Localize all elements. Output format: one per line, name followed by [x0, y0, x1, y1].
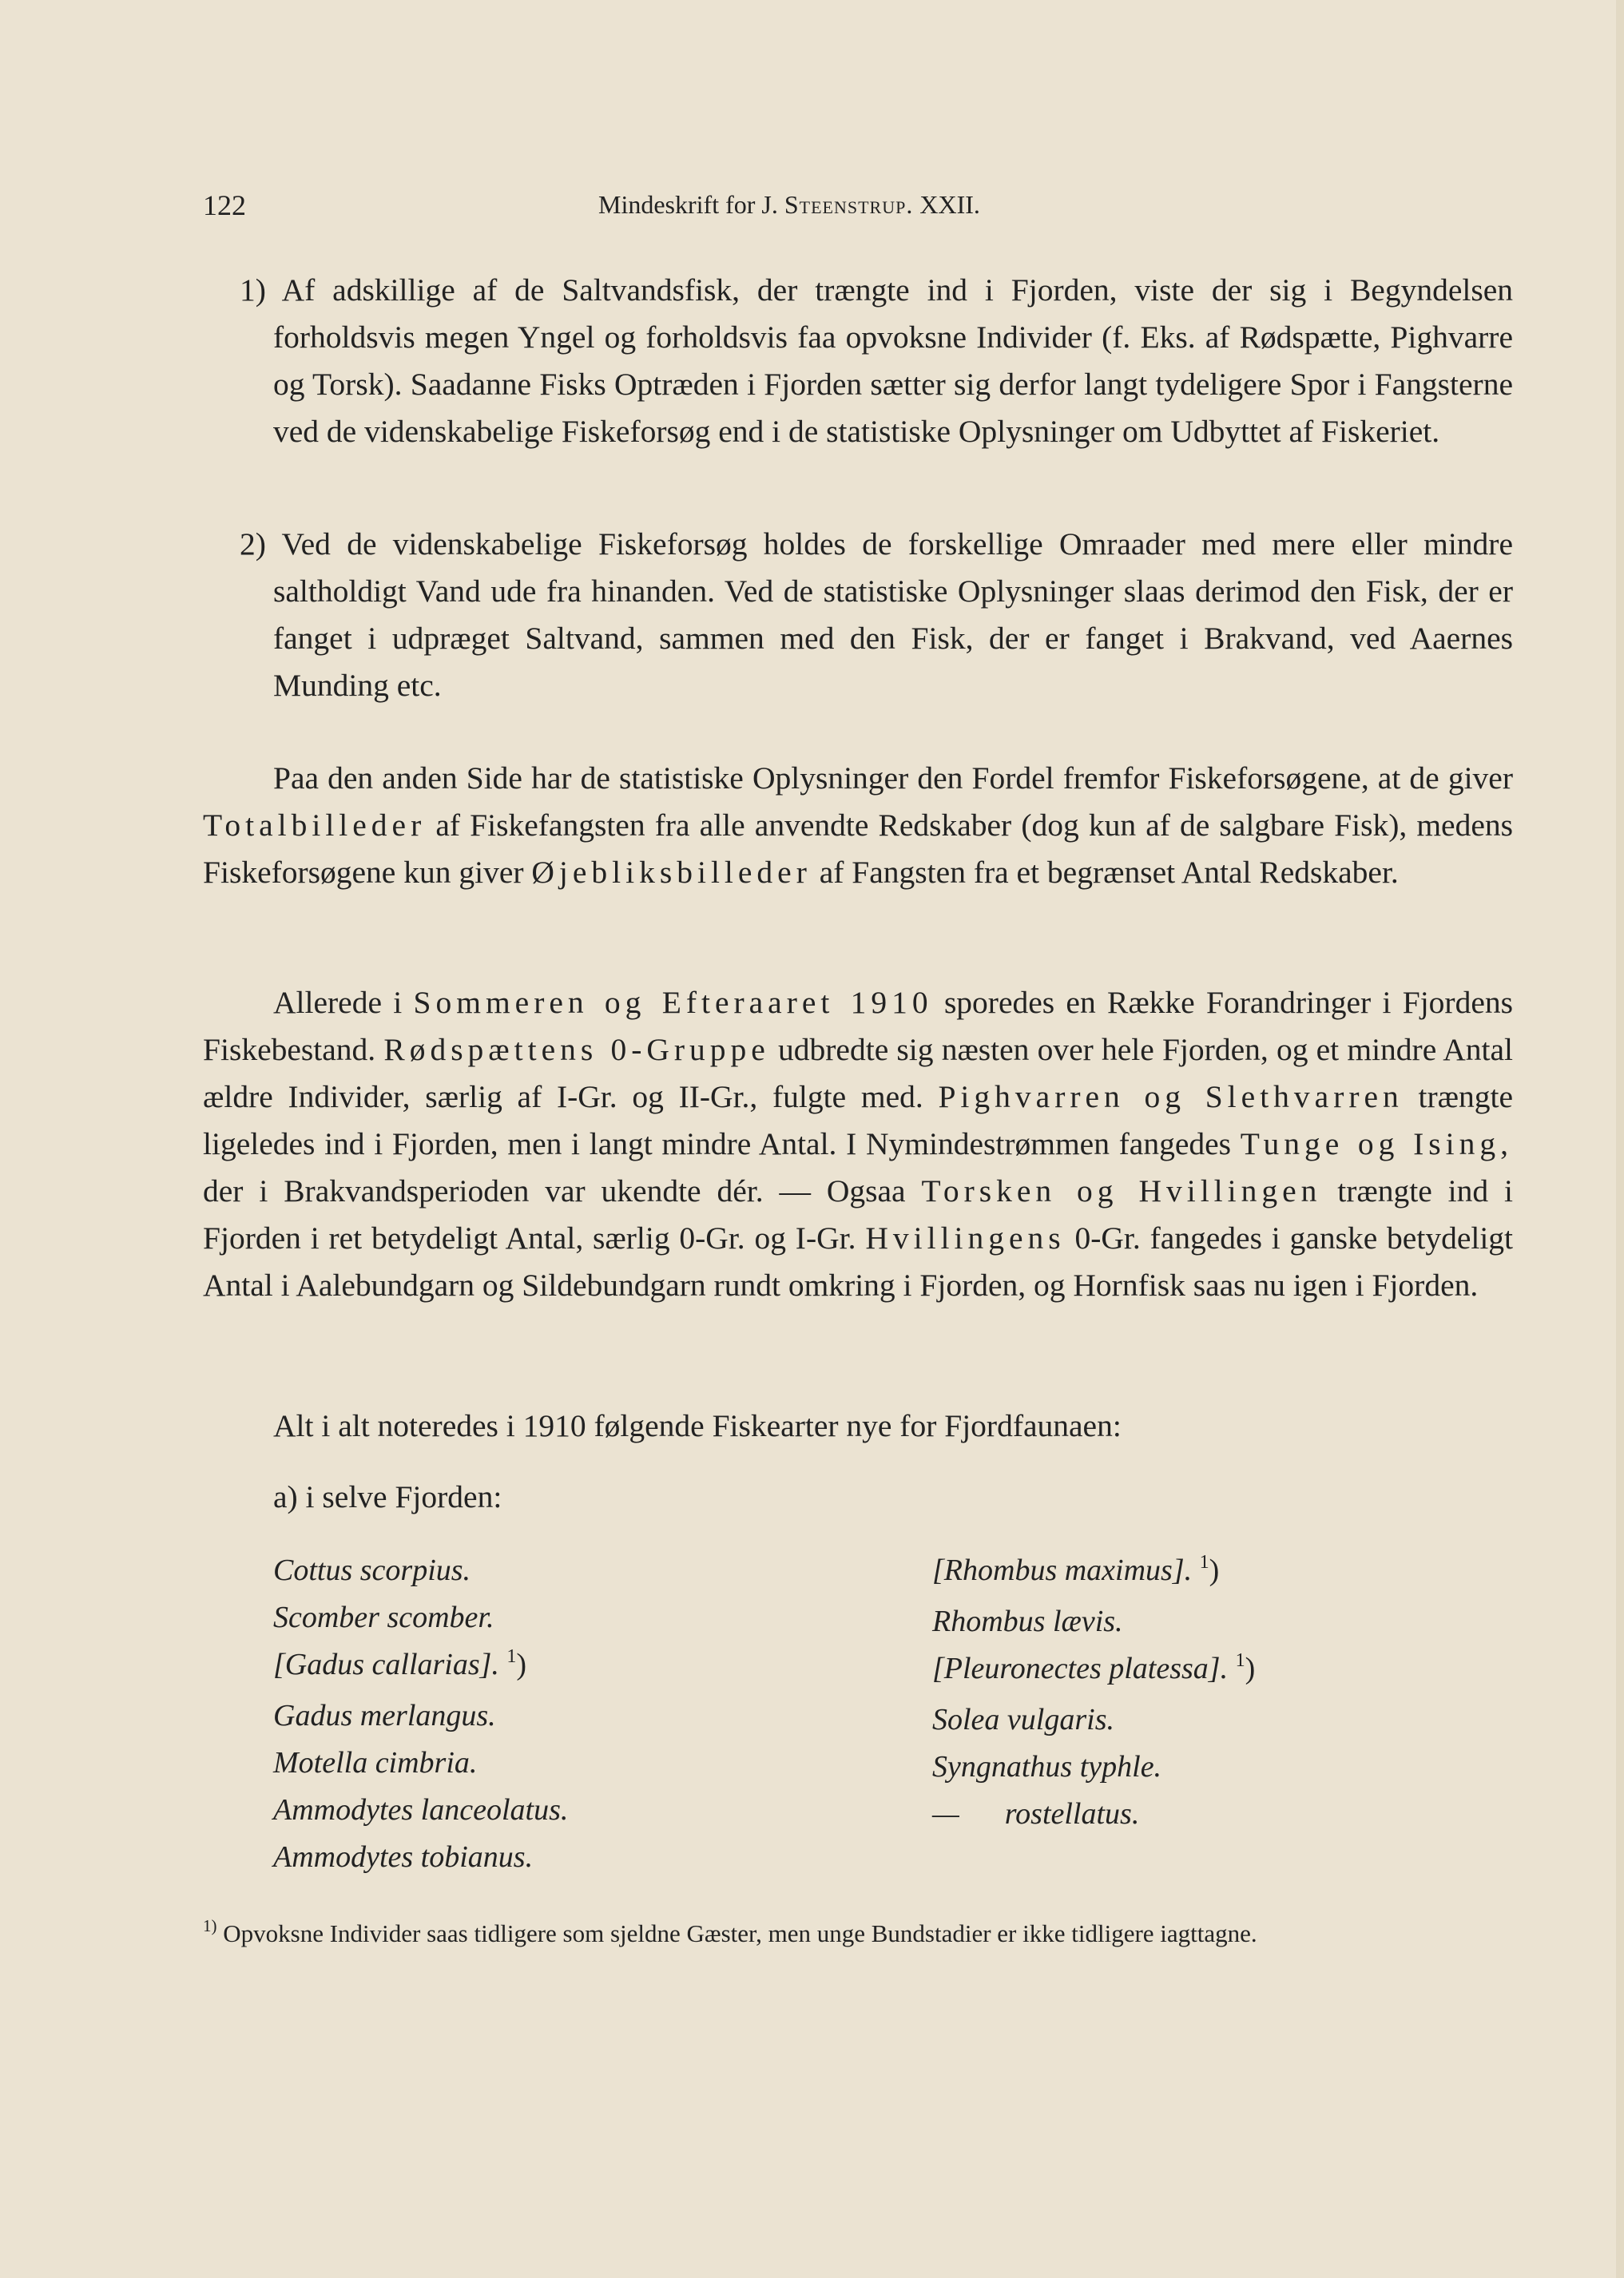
text-run: af Fangsten fra et begrænset Antal Redskaber. [819, 855, 1399, 890]
paragraph-comparison [203, 755, 1513, 896]
page-number: 122 [203, 189, 246, 221]
text-run: udbredte sig næsten over hele Fjorden, og et mindre Antal ældre Individer, særlig af I-Gr. og II-Gr., fulgte med. [203, 1032, 1513, 1114]
paragraph-new-species-intro: Alt i alt noteredes i 1910 følgende Fiskearter nye for Fjordfaunaen: [273, 1408, 1122, 1443]
spaced-term: Hvillingens [865, 1220, 1066, 1256]
footnote-paren: ) [1209, 1554, 1220, 1587]
text-run: af Fiskefangsten fra alle anvendte Redskaber (dog kun af de salgbare Fisk), medens Fiskeforsøgene kun giver [203, 808, 1513, 890]
footnote-marker: 1) [203, 1916, 217, 1935]
running-title [598, 190, 980, 220]
item-marker: 2) [240, 526, 266, 562]
spaced-term: Rødspættens 0-Gruppe [383, 1032, 770, 1067]
spaced-term: Sommeren og Efteraaret 1910 [413, 985, 933, 1020]
species-entry [273, 1547, 568, 1594]
footnote-paren: ) [1245, 1652, 1256, 1685]
text-run: Allerede i [273, 985, 403, 1020]
footnote-paren: ) [516, 1648, 527, 1681]
species-entry [932, 1697, 1255, 1744]
footnote-ref: 1 [506, 1646, 517, 1667]
spaced-term: Totalbilleder [203, 808, 427, 843]
text-run: Paa den anden Side har de statistiske Oplysninger den Fordel fremfor Fiskeforsøgene, at de giver [273, 760, 1513, 796]
species-name: Scomber scomber. [273, 1601, 494, 1634]
item-text: Ved de videnskabelige Fiskeforsøg holdes de forskellige Omraader med mere eller mindre saltholdigt Vand ude fra hinanden. Ved de statistiske Oplysninger slaas derimod den Fisk, der er fanget i udpræget Saltvand, sammen med den Fisk, der er fanget i Brakvand, ved Aaernes Munding etc. [273, 526, 1513, 703]
text-run: sporedes en Række Forandringer i Fjordens Fiskebestand. [203, 985, 1513, 1067]
spaced-term: Øjebliksbilleder [531, 855, 812, 890]
species-entry [273, 1740, 568, 1787]
species-name: [Rhombus maximus]. [932, 1554, 1193, 1587]
species-name: Syngnathus typhle. [932, 1750, 1162, 1784]
species-name: Gadus merlangus. [273, 1699, 496, 1732]
species-entry [932, 1547, 1255, 1598]
page-edge [1616, 0, 1624, 2278]
spaced-term: Pighvarren og Slethvarren [938, 1079, 1404, 1114]
numbered-item-2 [203, 521, 1513, 709]
text-run: 0-Gr. fangedes i ganske betydeligt Antal i Aalebundgarn og Sildebundgarn rundt omkring i Fjorden, og Hornfisk saas nu igen i Fjorden. [203, 1220, 1514, 1303]
numbered-item-1 [203, 267, 1513, 455]
species-name: Ammodytes lanceolatus. [273, 1793, 569, 1827]
species-name: Cottus scorpius. [273, 1554, 471, 1587]
species-name: [Gadus callarias]. [273, 1648, 499, 1681]
running-header [203, 189, 1513, 228]
footnote-text: Opvoksne Individer saas tidligere som sjeldne Gæster, men unge Bundstadier er ikke tidligere iagttagne. [223, 1919, 1257, 1947]
species-name: Motella cimbria. [273, 1746, 478, 1780]
species-entry [273, 1641, 568, 1693]
item-marker: 1) [240, 272, 266, 308]
paragraph-1910-changes [203, 979, 1513, 1309]
species-name: [Pleuronectes platessa]. [932, 1652, 1229, 1685]
species-name: Ammodytes tobianus. [273, 1840, 534, 1874]
text-run: trængte ligeledes ind i Fjorden, men i langt mindre Antal. I Nymindestrømmen fangedes [203, 1079, 1513, 1161]
title-volume: XXII. [919, 190, 980, 219]
species-name: Rhombus lævis. [932, 1605, 1123, 1638]
species-entry [932, 1645, 1255, 1697]
spaced-term: Tunge og Ising, [1240, 1126, 1513, 1161]
species-name: — rostellatus. [932, 1797, 1140, 1831]
title-name: Steenstrup. [784, 190, 914, 219]
title-prefix: Mindeskrift for J. [598, 190, 778, 219]
species-entry [932, 1791, 1255, 1838]
species-entry [273, 1787, 568, 1834]
footnote-ref: 1 [1199, 1552, 1209, 1573]
text-run: trængte ind i Fjorden i ret betydeligt Antal, særlig 0-Gr. og I-Gr. [203, 1173, 1514, 1256]
species-entry [932, 1744, 1255, 1791]
species-entry [273, 1594, 568, 1641]
species-name: Solea vulgaris. [932, 1703, 1114, 1736]
species-entry [273, 1693, 568, 1740]
spaced-term: Torsken og Hvillingen [921, 1173, 1322, 1208]
text-run: der i Brakvandsperioden var ukendte dér. — Ogsaa [203, 1173, 906, 1208]
footnote [203, 1915, 1513, 1955]
species-list-right [932, 1547, 1255, 1838]
species-list-left [273, 1547, 568, 1881]
species-entry [273, 1834, 568, 1881]
species-entry [932, 1598, 1255, 1645]
subheading-fjord: a) i selve Fjorden: [273, 1479, 502, 1514]
footnote-ref: 1 [1235, 1650, 1245, 1671]
item-text: Af adskillige af de Saltvandsfisk, der trængte ind i Fjorden, viste der sig i Begyndelsen forholdsvis megen Yngel og forholdsvis faa opvoksne Individer (f. Eks. af Rødspætte, Pighvarre og Torsk). Saadanne Fisks Optræden i Fjorden sætter sig derfor langt tydeligere Spor i Fangsterne ved de videnskabelige Fiskeforsøg end i de statistiske Oplysninger om Udbyttet af Fiskeriet. [273, 272, 1513, 449]
